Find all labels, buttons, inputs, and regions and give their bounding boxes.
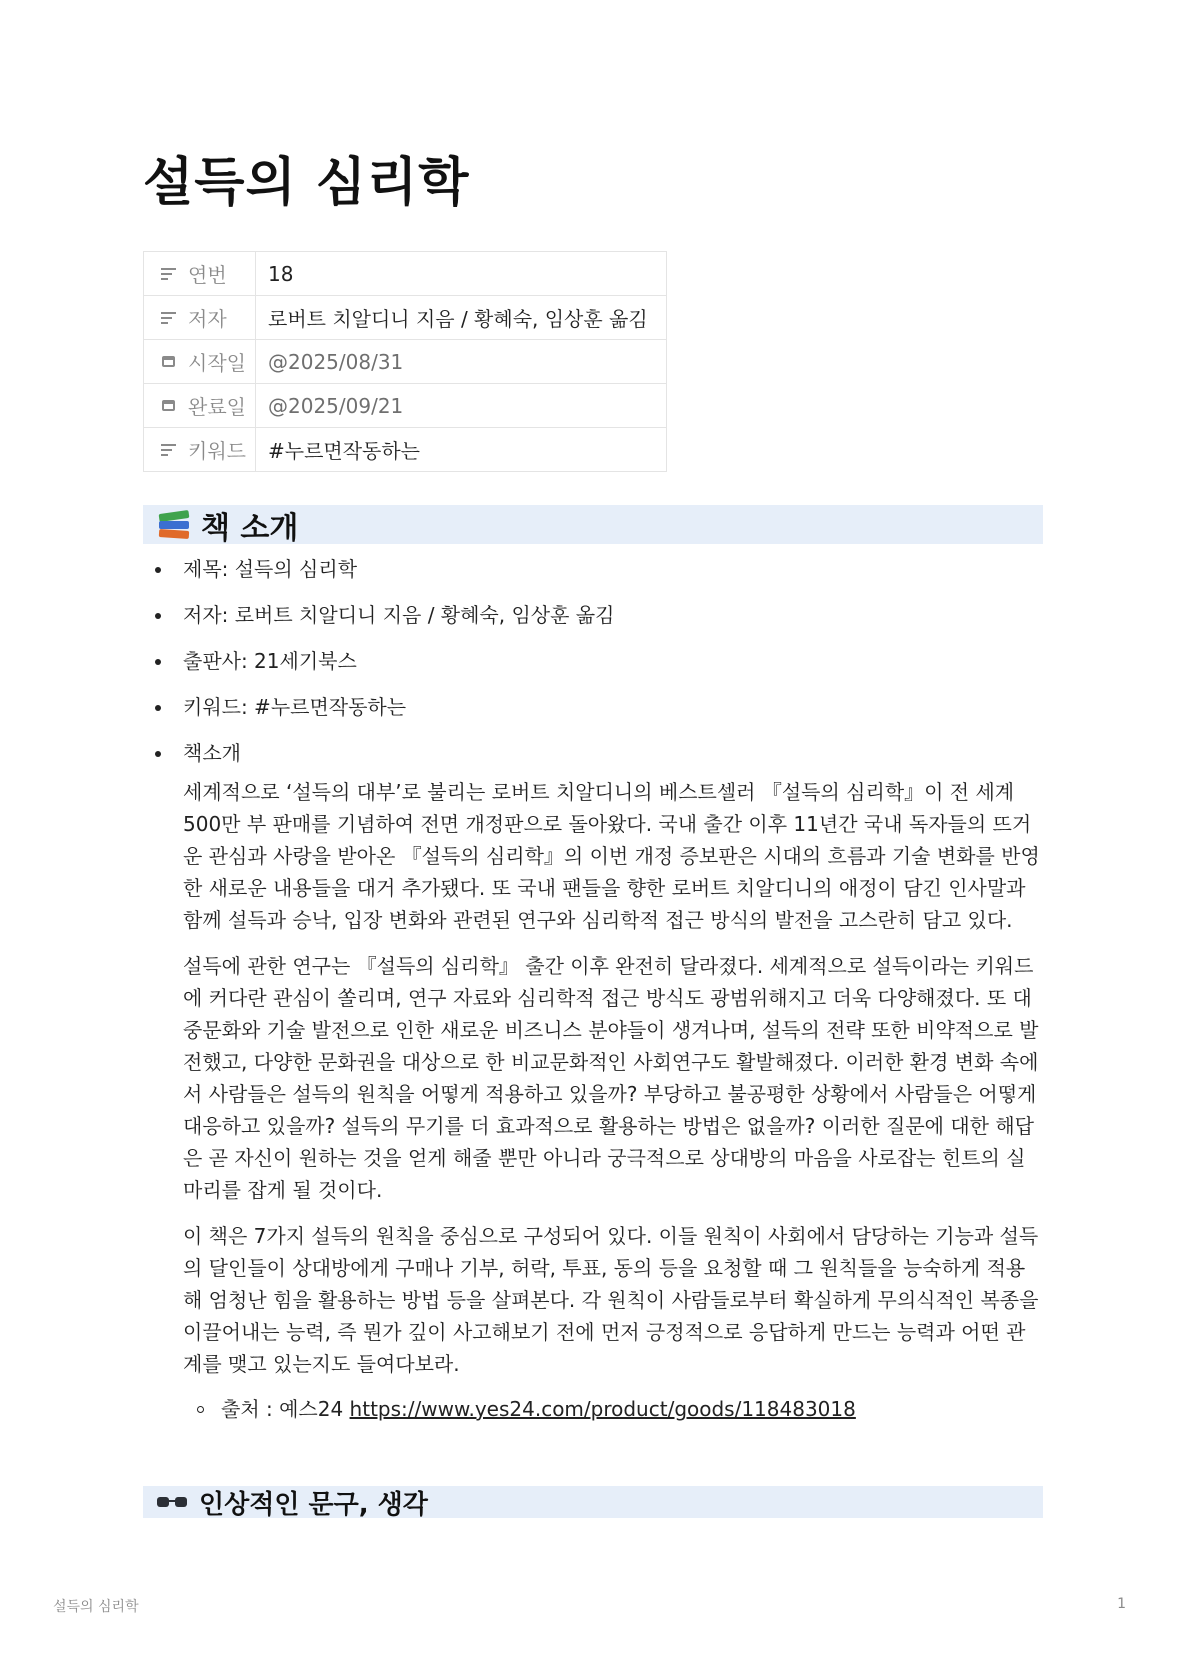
- property-key: 시작일: [188, 351, 246, 375]
- list-item: 키워드: #누르면작동하는: [143, 692, 1043, 738]
- properties-table: [143, 251, 667, 472]
- property-key: 저자: [188, 307, 227, 331]
- description-paragraph: 설득에 관한 연구는 『설득의 심리학』 출간 이후 완전히 달라졌다. 세계적으로 설득이라는 키워드에 커다란 관심이 쏠리며, 연구 자료와 심리학적 접근 방식도 광범위해지고 더욱 다양해졌다. 또 대중문화와 기술 발전으로 인한 새로운 비즈니스 분야들이 생겨나며, 설득의 전략 또한 비약적으로 발전했고, 다양한 문화권을 대상으로 한 비교문화적인 사회연구도 활발해졌다. 이러한 환경 변화 속에서 사람들은 설득의 원칙을 어떻게 적용하고 있을까? 부당하고 불공평한 상황에서 사람들은 어떻게 대응하고 있을까? 설득의 무기를 더 효과적으로 활용하는 방법은 없을까? 이러한 질문에 대한 해답은 곧 자신이 원하는 것을 얻게 해줄 뿐만 아니라 궁극적으로 상대방의 마음을 사로잡는 힌트의 실마리를 잡게 될 것이다.: [183, 954, 1039, 1202]
- property-row-keyword[interactable]: [144, 428, 667, 472]
- glasses-icon: [157, 1495, 189, 1509]
- property-value[interactable]: 로버트 치알디니 지음 / 황혜숙, 임상훈 옮김: [256, 296, 667, 340]
- text-lines-icon: [156, 441, 180, 459]
- property-row-end-date[interactable]: [144, 384, 667, 428]
- calendar-icon: [156, 400, 180, 411]
- section-heading-text: 인상적인 문구, 생각: [199, 1489, 428, 1520]
- section-heading-book-intro: [143, 505, 1043, 544]
- description-paragraph: 세계적으로 ‘설득의 대부’로 불리는 로버트 치알디니의 베스트셀러 『설득의 심리학』이 전 세계 500만 부 판매를 기념하여 전면 개정판으로 돌아왔다. 국내 출간 이후 11년간 국내 독자들의 뜨거운 관심과 사랑을 받아온 『설득의 심리학』의 이번 개정 증보판은 시대의 흐름과 기술 변화를 반영한 새로운 내용들을 대거 추가됐다. 또 국내 팬들을 향한 로버트 치알디니의 애정이 담긴 인사말과 함께 설득과 승낙, 입장 변화와 관련된 연구와 심리학적 접근 방식의 발전을 고스란히 담고 있다.: [183, 780, 1040, 932]
- calendar-icon: [156, 356, 180, 367]
- property-value[interactable]: @2025/09/21: [256, 384, 667, 428]
- section-heading-text: 책 소개: [201, 510, 299, 546]
- text-lines-icon: [156, 265, 180, 283]
- property-row-author[interactable]: [144, 296, 667, 340]
- list-item: 출판사: 21세기북스: [143, 646, 1043, 692]
- property-key: 키워드: [188, 439, 246, 463]
- property-row-start-date[interactable]: [144, 340, 667, 384]
- description-paragraph: 이 책은 7가지 설득의 원칙을 중심으로 구성되어 있다. 이들 원칙이 사회에서 담당하는 기능과 설득의 달인들이 상대방에게 구매나 기부, 허락, 투표, 동의 등을 요청할 때 그 원칙들을 능숙하게 적용해 엄청난 힘을 활용하는 방법 등을 살펴본다. 각 원칙이 사람들로부터 확실하게 무의식적인 복종을 이끌어내는 능력, 즉 뭔가 깊이 사고해보기 전에 먼저 긍정적으로 응답하게 만드는 능력과 어떤 관계를 맺고 있는지도 들여다보라.: [183, 1224, 1039, 1376]
- page-number: 1: [1117, 1596, 1126, 1612]
- footer-title: 설득의 심리학: [53, 1599, 139, 1615]
- property-key: 완료일: [188, 395, 246, 419]
- source-label: 출처 : 예스24: [221, 1397, 350, 1421]
- text-lines-icon: [156, 309, 180, 327]
- source-list: [183, 1394, 1043, 1424]
- property-key: 연번: [188, 263, 227, 287]
- books-icon: [157, 510, 191, 540]
- list-item: 제목: 설득의 심리학: [143, 554, 1043, 600]
- property-value[interactable]: 18: [256, 252, 667, 296]
- property-row-number[interactable]: [144, 252, 667, 296]
- property-value[interactable]: @2025/08/31: [256, 340, 667, 384]
- page-title: 설득의 심리학: [143, 153, 470, 213]
- source-link[interactable]: https://www.yes24.com/product/goods/118483018: [349, 1397, 856, 1421]
- source-item: [183, 1394, 1043, 1424]
- book-info-list: [143, 554, 1043, 1424]
- list-item-book-description: [143, 738, 1043, 1424]
- list-item: 저자: 로버트 치알디니 지음 / 황혜숙, 임상훈 옮김: [143, 600, 1043, 646]
- section-heading-quotes: [143, 1486, 1043, 1518]
- property-value[interactable]: #누르면작동하는: [256, 428, 667, 472]
- list-item-label: 책소개: [183, 741, 241, 765]
